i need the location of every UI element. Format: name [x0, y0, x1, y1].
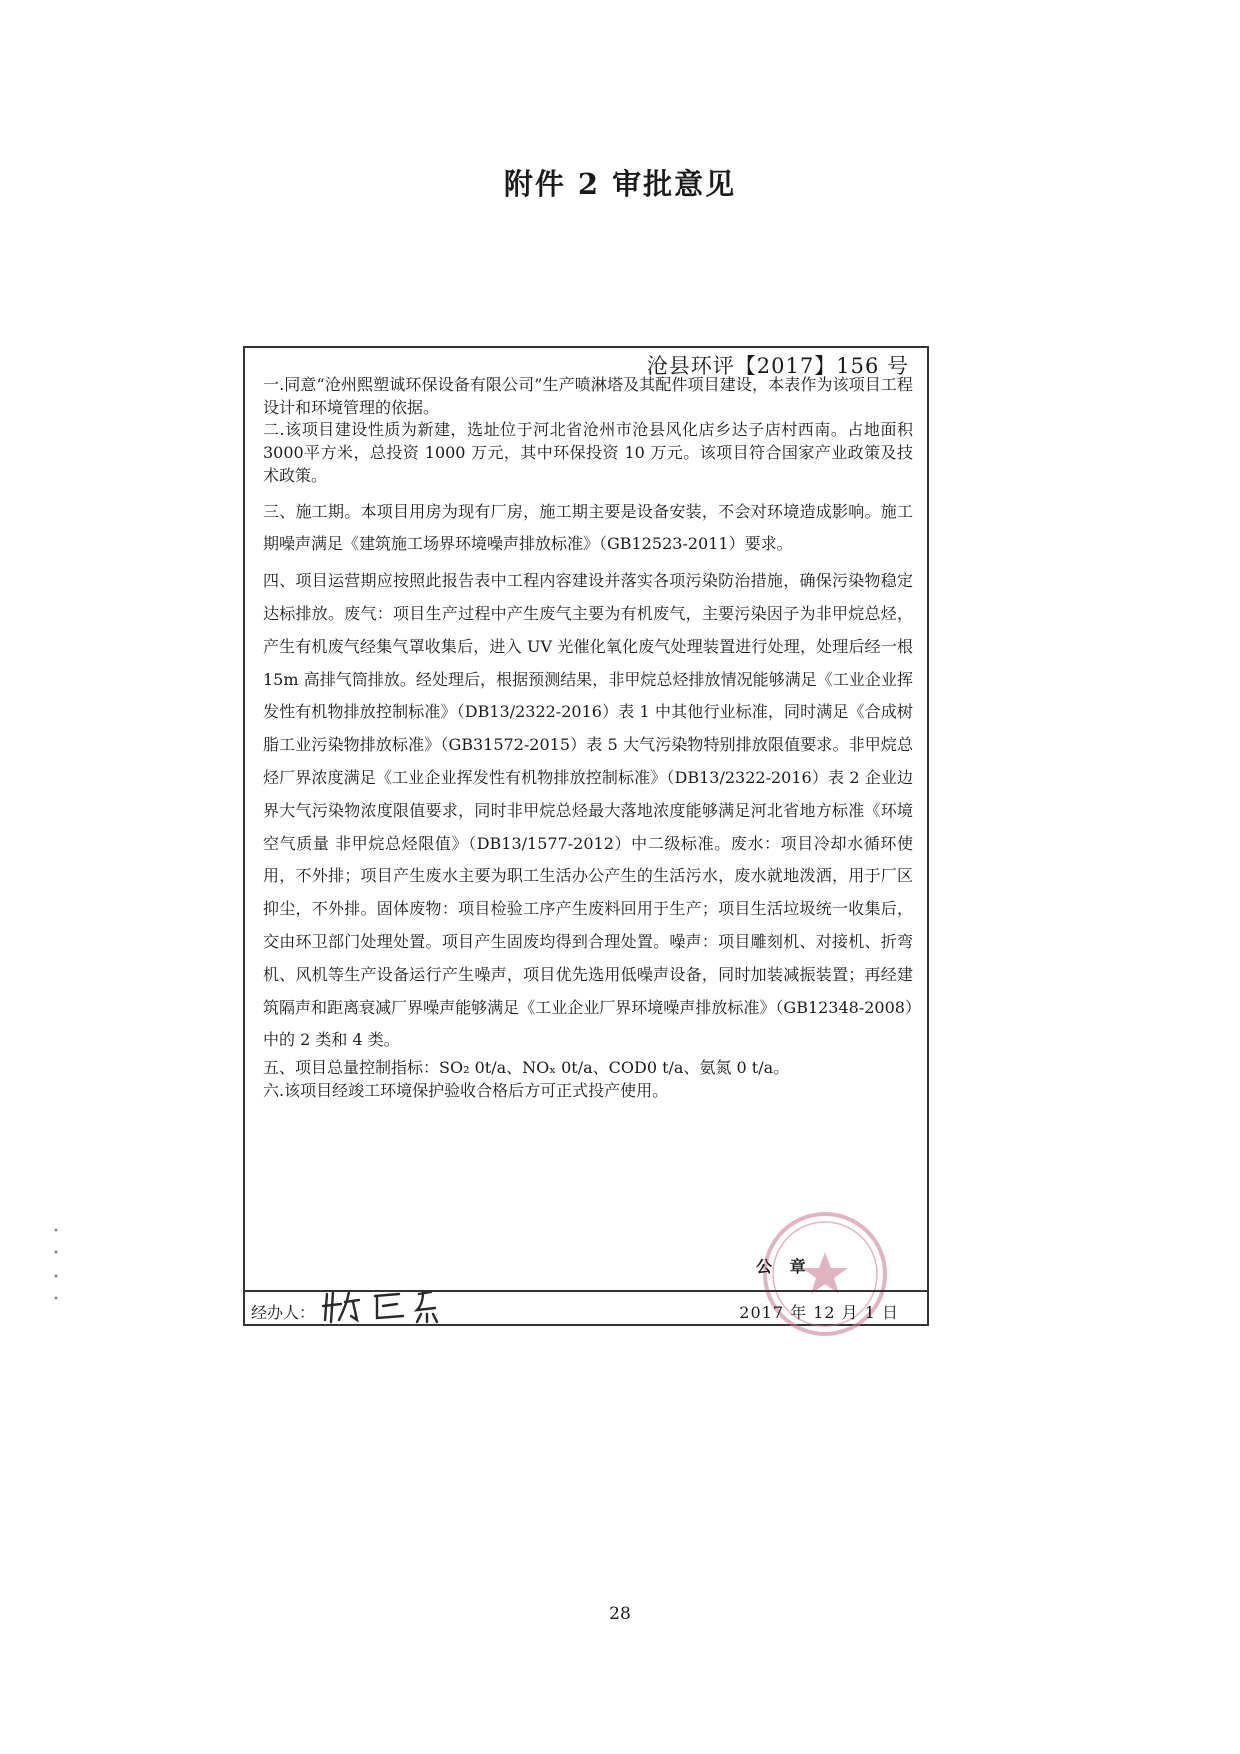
- paragraph-3: 三、施工期。本项目用房为现有厂房，施工期主要是设备安装，不会对环境造成影响。施工期噪声满足《建筑施工场界环境噪声排放标准》（GB12523-2011）要求。: [263, 501, 913, 554]
- page-title: 附件 2 审批意见: [503, 167, 737, 201]
- paragraph-5: 五、项目总量控制指标：SO₂ 0t/a、NOₓ 0t/a、COD0 t/a、氨氮 0 t/a。: [263, 1058, 790, 1078]
- signature-row: [245, 1290, 927, 1328]
- document-number: 沧县环评【2017】156 号: [646, 354, 909, 378]
- issue-date: 2017 年 12 月 1 日: [739, 1303, 899, 1322]
- paragraph-4: 四、项目运营期应按照此报告表中工程内容建设并落实各项污染防治措施，确保污染物稳定达标排放。废气：项目生产过程中产生废气主要为有机废气，主要污染因子为非甲烷总烃，产生有机废气经集气罩收集后，进入 UV 光催化氧化废气处理装置进行处理，处理后经一根 15m 高排气筒排放。经处理后，根据预测结果，非甲烷总烃排放情况能够满足《工业企业挥发性有机物排放控制标准》（DB13/2322-2016）表 1 中其他行业标准，同时满足《合成树脂工业污染物排放标准》（GB31572-2015）表 5 大气污染物特别排放限值要求。非甲烷总烃厂界浓度满足《工业企业挥发性有机物排放控制标准》（DB13/2322-2016）表 2 企业边界大气污染物浓度限值要求，同时非甲烷总烃最大落地浓度能够满足河北省地方标准《环境空气质量 非甲烷总烃限值》（DB13/1577-2012）中二级标准。废水：项目冷却水循环使用，不外排；项目产生废水主要为职工生活办公产生的生活污水，废水就地泼洒，用于厂区抑尘，不外排。固体废物：项目检验工序产生废料回用于生产；项目生活垃圾统一收集后，交由环卫部门处理处置。项目产生固废均得到合理处置。噪声：项目雕刻机、对接机、折弯机、风机等生产设备运行产生噪声，项目优先选用低噪声设备，同时加装减振装置；再经建筑隔声和距离衰减厂界噪声能够满足《工业企业厂界环境噪声排放标准》（GB12348-2008）中的 2 类和 4 类。: [263, 571, 913, 1050]
- handwritten-signature: [319, 1286, 469, 1326]
- paragraph-6: 六.该项目经竣工环境保护验收合格后方可正式投产使用。: [263, 1080, 669, 1100]
- page-number: 28: [609, 1604, 631, 1624]
- paragraph-2: 二.该项目建设性质为新建，选址位于河北省沧州市沧县风化店乡达子店村西南。占地面积3000平方米，总投资 1000 万元，其中环保投资 10 万元。该项目符合国家产业政策及技术政策。: [263, 420, 913, 485]
- approval-opinion-text: [263, 374, 913, 1103]
- paragraph-1: 一.同意“沧州熙塑诚环保设备有限公司”生产喷淋塔及其配件项目建设，本表作为该项目工程设计和环境管理的依据。: [263, 375, 913, 417]
- seal-label: 公 章: [756, 1257, 812, 1276]
- scan-margin-marks: [52, 1220, 60, 1320]
- approval-box: [243, 346, 929, 1326]
- handler-label: 经办人：: [251, 1303, 316, 1322]
